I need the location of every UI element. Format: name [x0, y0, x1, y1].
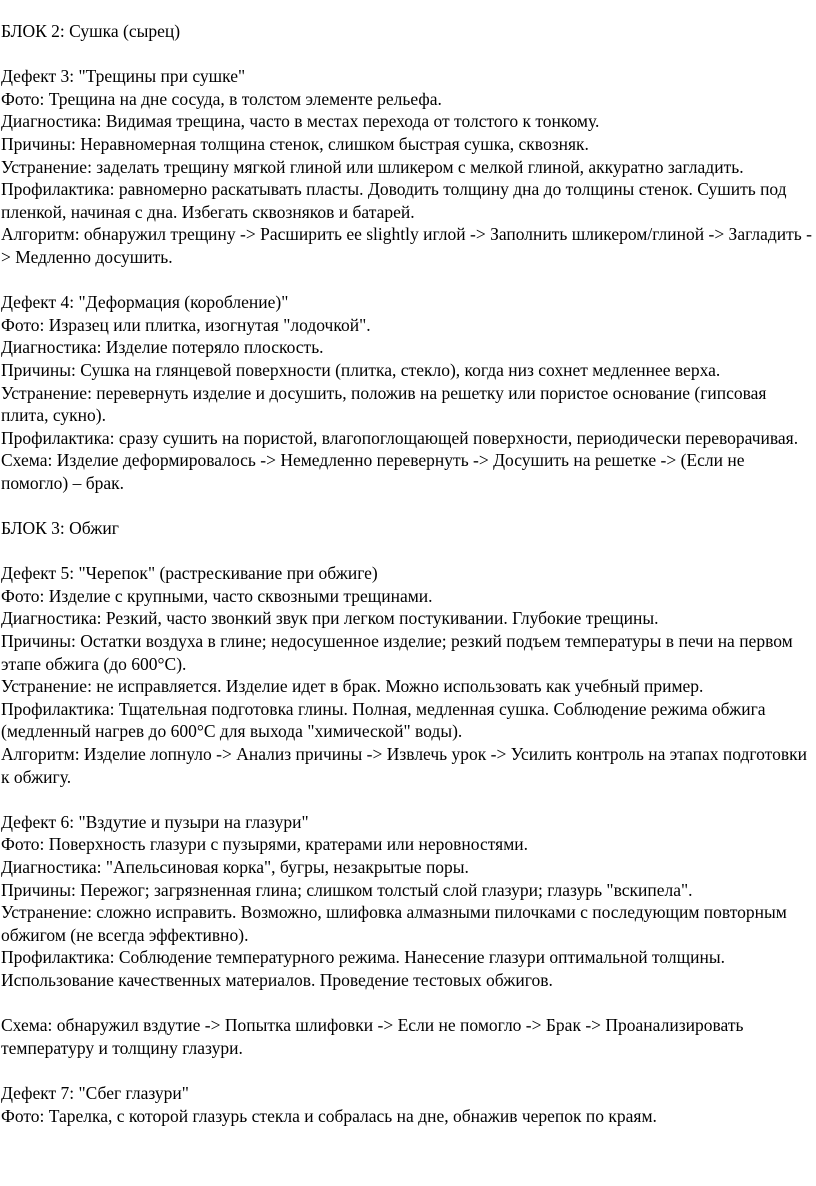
spacer: [1, 540, 812, 563]
defect-causes: Причины: Сушка на глянцевой поверхности (плитка, стекло), когда низ сохнет медленнее верха.: [1, 359, 721, 380]
defect-causes: Причины: Пережог; загрязненная глина; слишком толстый слой глазури; глазурь "вскипела".: [1, 879, 693, 900]
defect-scheme: Схема: Изделие деформировалось -> Немедленно перевернуть -> Досушить на решетке -> (Если не помогло) – брак.: [1, 450, 749, 493]
defect-photo: Фото: Трещина на дне сосуда, в толстом элементе рельефа.: [1, 88, 442, 109]
defect-title: Дефект 7: "Сбег глазури": [1, 1082, 189, 1103]
block-heading: БЛОК 3: Обжиг: [1, 518, 119, 539]
defect-diagnostics: Диагностика: Резкий, часто звонкий звук при легком постукивании. Глубокие трещины.: [1, 608, 659, 629]
defect-title: Дефект 6: "Вздутие и пузыри на глазури": [1, 811, 309, 832]
spacer: [1, 43, 812, 66]
defect-diagnostics: Диагностика: Изделие потеряло плоскость.: [1, 337, 324, 358]
defect-photo: Фото: Изделие с крупными, часто сквозными трещинами.: [1, 585, 433, 606]
defect-prevention: Профилактика: равномерно раскатывать пласты. Доводить толщину дна до толщины стенок. Сушить под пленкой, начиная с дна. Избегать сквозняков и батарей.: [1, 179, 791, 222]
defect-causes: Причины: Остатки воздуха в глине; недосушенное изделие; резкий подъем температуры в печи на первом этапе обжига (до 600°C).: [1, 631, 798, 674]
defect-title: Дефект 5: "Черепок" (растрескивание при обжиге): [1, 563, 378, 584]
spacer: [1, 788, 812, 811]
defect-fix: Устранение: перевернуть изделие и досушить, положив на решетку или пористое основание (гипсовая плита, сукно).: [1, 382, 771, 426]
defect-causes: Причины: Неравномерная толщина стенок, слишком быстрая сушка, сквозняк.: [1, 133, 589, 154]
defect-photo: Фото: Тарелка, с которой глазурь стекла и собралась на дне, обнажив черепок по краям.: [1, 1105, 657, 1126]
defect-algorithm: Алгоритм: обнаружил трещину -> Расширить ее slightly иглой -> Заполнить шликером/глиной -> Загладить -> Медленно досушить.: [1, 224, 812, 267]
defect-fix: Устранение: не исправляется. Изделие идет в брак. Можно использовать как учебный пример.: [1, 676, 704, 697]
defect-prevention: Профилактика: сразу сушить на пористой, влагопоглощающей поверхности, периодически переворачивая.: [1, 427, 799, 448]
defect-algorithm: Алгоритм: Изделие лопнуло -> Анализ причины -> Извлечь урок -> Усилить контроль на этапах подготовки к обжигу.: [1, 744, 812, 787]
defect-title: Дефект 3: "Трещины при сушке": [1, 66, 246, 87]
defect-diagnostics: Диагностика: "Апельсиновая корка", бугры, незакрытые поры.: [1, 856, 469, 877]
block-heading: БЛОК 2: Сушка (сырец): [1, 21, 181, 41]
defect-photo: Фото: Поверхность глазури с пузырями, кратерами или неровностями.: [1, 834, 529, 855]
spacer: [1, 494, 812, 517]
defect-photo: Фото: Изразец или плитка, изогнутая "лодочкой".: [1, 314, 371, 335]
defect-fix: Устранение: заделать трещину мягкой глиной или шликером с мелкой глиной, аккуратно загладить.: [1, 156, 744, 177]
spacer: [1, 269, 812, 292]
defect-prevention: Профилактика: Тщательная подготовка глины. Полная, медленная сушка. Соблюдение режима обжига (медленный нагрев до 600°C для выхода "химической" воды).: [1, 698, 770, 742]
spacer: [1, 992, 812, 1015]
spacer: [1, 1059, 812, 1082]
defect-scheme: Схема: обнаружил вздутие -> Попытка шлифовки -> Если не помогло -> Брак -> Проанализировать температуру и толщину глазури.: [1, 1015, 748, 1058]
defect-title: Дефект 4: "Деформация (коробление)": [1, 292, 289, 313]
defect-prevention: Профилактика: Соблюдение температурного режима. Нанесение глазури оптимальной толщины. Использование качественных материалов. Проведение тестовых обжигов.: [1, 947, 730, 990]
defect-fix: Устранение: сложно исправить. Возможно, шлифовка алмазными пилочками с последующим повторным обжигом (не всегда эффективно).: [1, 902, 792, 945]
defect-diagnostics: Диагностика: Видимая трещина, часто в местах перехода от толстого к тонкому.: [1, 111, 600, 132]
